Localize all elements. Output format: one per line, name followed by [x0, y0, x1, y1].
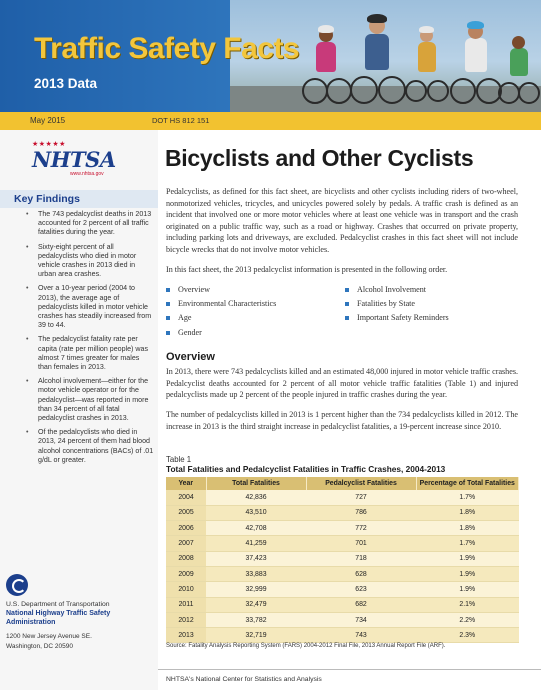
nhtsa-logo	[26, 140, 138, 184]
table-row	[166, 521, 519, 536]
table-cell: 33,782	[206, 612, 306, 627]
table-cell: 2.2%	[416, 612, 519, 627]
key-finding: • Alcohol involvement—either for the motor vehicle operator or for the pedalcyclist—was reported in more than 34 percent of all fatal pedalcyclist crashes in 2013.	[0, 377, 156, 423]
fatalities-table	[166, 477, 519, 643]
table-cell: 2013	[166, 628, 206, 643]
table-cell: 2006	[166, 521, 206, 536]
page-title: Bicyclists and Other Cyclists	[165, 145, 474, 171]
table-cell: 1.9%	[416, 582, 519, 597]
column-header: Year	[166, 477, 206, 490]
table-cell: 2010	[166, 582, 206, 597]
table-cell: 682	[306, 597, 416, 612]
agency-name-line: Administration	[6, 618, 56, 626]
data-year: 2013 Data	[34, 76, 98, 91]
table-cell: 32,999	[206, 582, 306, 597]
key-finding: • The pedalcyclist fatality rate per capita (rate per million people) was almost 7 times greater for males than females in 2013.	[0, 335, 156, 372]
cyclist-illustration	[405, 22, 450, 107]
table-row	[166, 628, 519, 643]
agency-name-line: National Highway Traffic Safety	[6, 610, 111, 617]
table-row	[166, 582, 519, 597]
table-row	[166, 505, 519, 520]
table-cell: 2009	[166, 566, 206, 581]
table-cell: 786	[306, 505, 416, 520]
table-row	[166, 536, 519, 551]
column-header: Pedalcyclist Fatalities	[306, 477, 416, 490]
table-cell: 41,259	[206, 536, 306, 551]
document-number: DOT HS 812 151	[152, 116, 210, 125]
table-title: Total Fatalities and Pedalcyclist Fatalities in Traffic Crashes, 2004-2013	[166, 464, 446, 474]
table-cell: 42,836	[206, 490, 306, 505]
column-header: Percentage of Total Fatalities	[416, 477, 519, 490]
table-cell: 701	[306, 536, 416, 551]
publication-date: May 2015	[30, 116, 66, 125]
table-cell: 1.8%	[416, 521, 519, 536]
address	[6, 632, 92, 652]
table-cell: 727	[306, 490, 416, 505]
toc-item: Environmental Characteristics	[166, 297, 276, 311]
toc-item: Important Safety Reminders	[345, 311, 449, 325]
toc-item: Age	[166, 311, 276, 325]
address-line: 1200 New Jersey Avenue SE.	[6, 633, 92, 640]
table-cell: 1.7%	[416, 490, 519, 505]
key-finding: • The 743 pedalcyclist deaths in 2013 accounted for 2 percent of all traffic fatalities during the year.	[0, 210, 156, 238]
key-findings-title: Key Findings	[14, 193, 80, 205]
toc-item: Fatalities by State	[345, 297, 449, 311]
table-cell: 623	[306, 582, 416, 597]
agency-name	[6, 610, 146, 627]
overview-paragraph: The number of pedalcyclists killed in 2013 is 1 percent higher than the 734 pedalcyclists killed in 2012. The increase in 2013 is the third straight increase in pedalcyclist fatalities, a 19-percent increase since 2010.	[166, 410, 518, 431]
nhtsa-wordmark: NHTSA	[32, 147, 116, 172]
stars-icon: ★★★★★	[32, 141, 66, 148]
footer-divider	[158, 669, 541, 670]
table-cell: 2005	[166, 505, 206, 520]
table-cell: 2.3%	[416, 628, 519, 643]
cyclist-illustration	[350, 10, 405, 110]
table-header-row	[166, 477, 519, 490]
table-cell: 2007	[166, 536, 206, 551]
date-strip	[0, 112, 541, 130]
cyclist-illustration	[300, 20, 350, 110]
key-findings-list	[0, 210, 156, 470]
table-cell: 1.9%	[416, 551, 519, 566]
table-cell: 628	[306, 566, 416, 581]
table-cell: 42,708	[206, 521, 306, 536]
address-line: Washington, DC 20590	[6, 643, 73, 650]
table-cell: 1.7%	[416, 536, 519, 551]
cyclist-illustration	[450, 16, 502, 108]
toc-list-left	[166, 283, 276, 340]
key-finding: • Sixty-eight percent of all pedalcyclists who died in motor vehicle crashes in 2013 died in urban area crashes.	[0, 243, 156, 280]
table-cell: 33,883	[206, 566, 306, 581]
cyclist-illustration	[498, 30, 541, 110]
department-name: U.S. Department of Transportation	[6, 601, 110, 608]
table-cell: 43,510	[206, 505, 306, 520]
order-paragraph: In this fact sheet, the 2013 pedalcyclist information is presented in the following order.	[166, 265, 448, 274]
table-row	[166, 551, 519, 566]
table-source: Source: Fatality Analysis Reporting System (FARS) 2004-2012 Final File, 2013 Annual Report File (ARF).	[166, 643, 446, 649]
key-finding: • Over a 10-year period (2004 to 2013), the average age of pedalcyclists killed in motor vehicle crashes has steadily increased from 39 to 44.	[0, 284, 156, 330]
table-cell: 32,719	[206, 628, 306, 643]
key-finding: • Of the pedalcyclists who died in 2013, 24 percent of them had blood alcohol concentrations (BACs) of .01 g/dL or greater.	[0, 428, 156, 465]
toc-item: Overview	[166, 283, 276, 297]
table-cell: 772	[306, 521, 416, 536]
table-cell: 734	[306, 612, 416, 627]
table-row	[166, 490, 519, 505]
toc-item: Gender	[166, 326, 276, 340]
table-cell: 32,479	[206, 597, 306, 612]
table-caption: Table 1	[166, 455, 192, 464]
table-cell: 2012	[166, 612, 206, 627]
table-row	[166, 566, 519, 581]
nhtsa-url: www.nhtsa.gov	[70, 171, 104, 177]
toc-list-right	[345, 283, 449, 326]
dot-logo-icon	[6, 574, 28, 596]
table-cell: 1.8%	[416, 505, 519, 520]
table-cell: 2.1%	[416, 597, 519, 612]
table-row	[166, 597, 519, 612]
toc-item: Alcohol Involvement	[345, 283, 449, 297]
table-row	[166, 612, 519, 627]
footer-text: NHTSA's National Center for Statistics and Analysis	[166, 676, 322, 683]
table-cell: 2008	[166, 551, 206, 566]
publication-title: Traffic Safety Facts	[34, 32, 300, 65]
table-cell: 1.9%	[416, 566, 519, 581]
intro-paragraph: Pedalcyclists, as defined for this fact sheet, are bicyclists and other cyclists including riders of two-wheel, nonmotorized vehicles, tricycles, and unicycles powered solely by pedals. A traffic crash is defined as an incident that involved one or more motor vehicles where at least one vehicle was in transport and the crash originated on a public traffic way, such as a road or highway. Crashes that occurred on private property, including parking lots and driveways, are excluded. Pedalcyclist crashes in this fact sheet will not include bicycle wrecks that do not involve motor vehicles.	[166, 187, 518, 254]
table-cell: 2011	[166, 597, 206, 612]
table-cell: 37,423	[206, 551, 306, 566]
table-cell: 743	[306, 628, 416, 643]
overview-heading: Overview	[166, 351, 215, 363]
column-header: Total Fatalities	[206, 477, 306, 490]
table-cell: 2004	[166, 490, 206, 505]
table-cell: 718	[306, 551, 416, 566]
overview-paragraph: In 2013, there were 743 pedalcyclists killed and an estimated 48,000 injured in motor vehicle traffic crashes. Pedalcyclist deaths accounted for 2 percent of all motor vehicle traffic fatalities (Table 1) and injured pedalcyclists made up 2 percent of the people injured in traffic crashes during the year.	[166, 367, 518, 400]
header-banner	[0, 0, 541, 112]
